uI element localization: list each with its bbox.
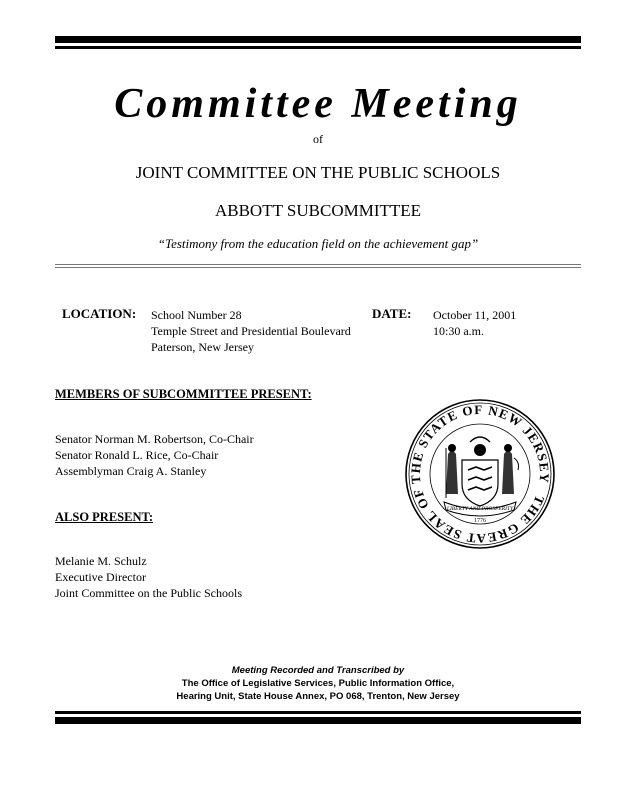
footer-line: The Office of Legislative Services, Public Information Office,: [181, 678, 455, 689]
bottom-thin-rule: [55, 711, 581, 714]
seal-ribbon-text: LIBERTY AND PROSPERITY: [446, 506, 514, 512]
svg-text:THE GREAT SEAL OF THE STATE OF: [404, 398, 556, 550]
subcommittee-name: ABBOTT SUBCOMMITTEE: [214, 201, 422, 220]
location-label: LOCATION:: [62, 306, 137, 321]
location-line: School Number 28: [151, 308, 242, 322]
also-present-line: Executive Director: [55, 570, 146, 584]
also-present-line: Melanie M. Schulz: [55, 554, 147, 568]
seal-ring-text: THE GREAT SEAL OF THE STATE OF NEW JERSEY: [407, 401, 553, 547]
divider-line: [55, 267, 581, 268]
footer-line: Meeting Recorded and Transcribed by: [231, 665, 405, 676]
new-jersey-seal-icon: [404, 398, 556, 550]
member-name: Senator Norman M. Robertson, Co-Chair: [55, 432, 254, 446]
seal-year: 1776: [474, 518, 486, 524]
time-line: 10:30 a.m.: [433, 324, 484, 338]
footer-line: Hearing Unit, State House Annex, PO 068, Trenton, New Jersey: [176, 691, 460, 702]
divider-line: [55, 264, 581, 265]
location-line: Paterson, New Jersey: [151, 340, 254, 354]
member-name: Assemblyman Craig A. Stanley: [55, 464, 207, 478]
top-thick-rule: [55, 36, 581, 43]
of-text: of: [313, 132, 323, 146]
date-line: October 11, 2001: [433, 308, 517, 322]
location-line: Temple Street and Presidential Boulevard: [151, 324, 351, 338]
member-name: Senator Ronald L. Rice, Co-Chair: [55, 448, 219, 462]
date-label: DATE:: [372, 306, 412, 321]
members-heading: MEMBERS OF SUBCOMMITTEE PRESENT:: [55, 387, 312, 401]
bottom-thick-rule: [55, 717, 581, 724]
meeting-subtitle: “Testimony from the education field on the achievement gap”: [157, 236, 479, 251]
committee-name: JOINT COMMITTEE ON THE PUBLIC SCHOOLS: [135, 163, 501, 182]
also-present-line: Joint Committee on the Public Schools: [55, 586, 242, 600]
document-title: Committee Meeting: [114, 81, 522, 127]
also-present-heading: ALSO PRESENT:: [55, 510, 154, 524]
top-thin-rule: [55, 46, 581, 49]
